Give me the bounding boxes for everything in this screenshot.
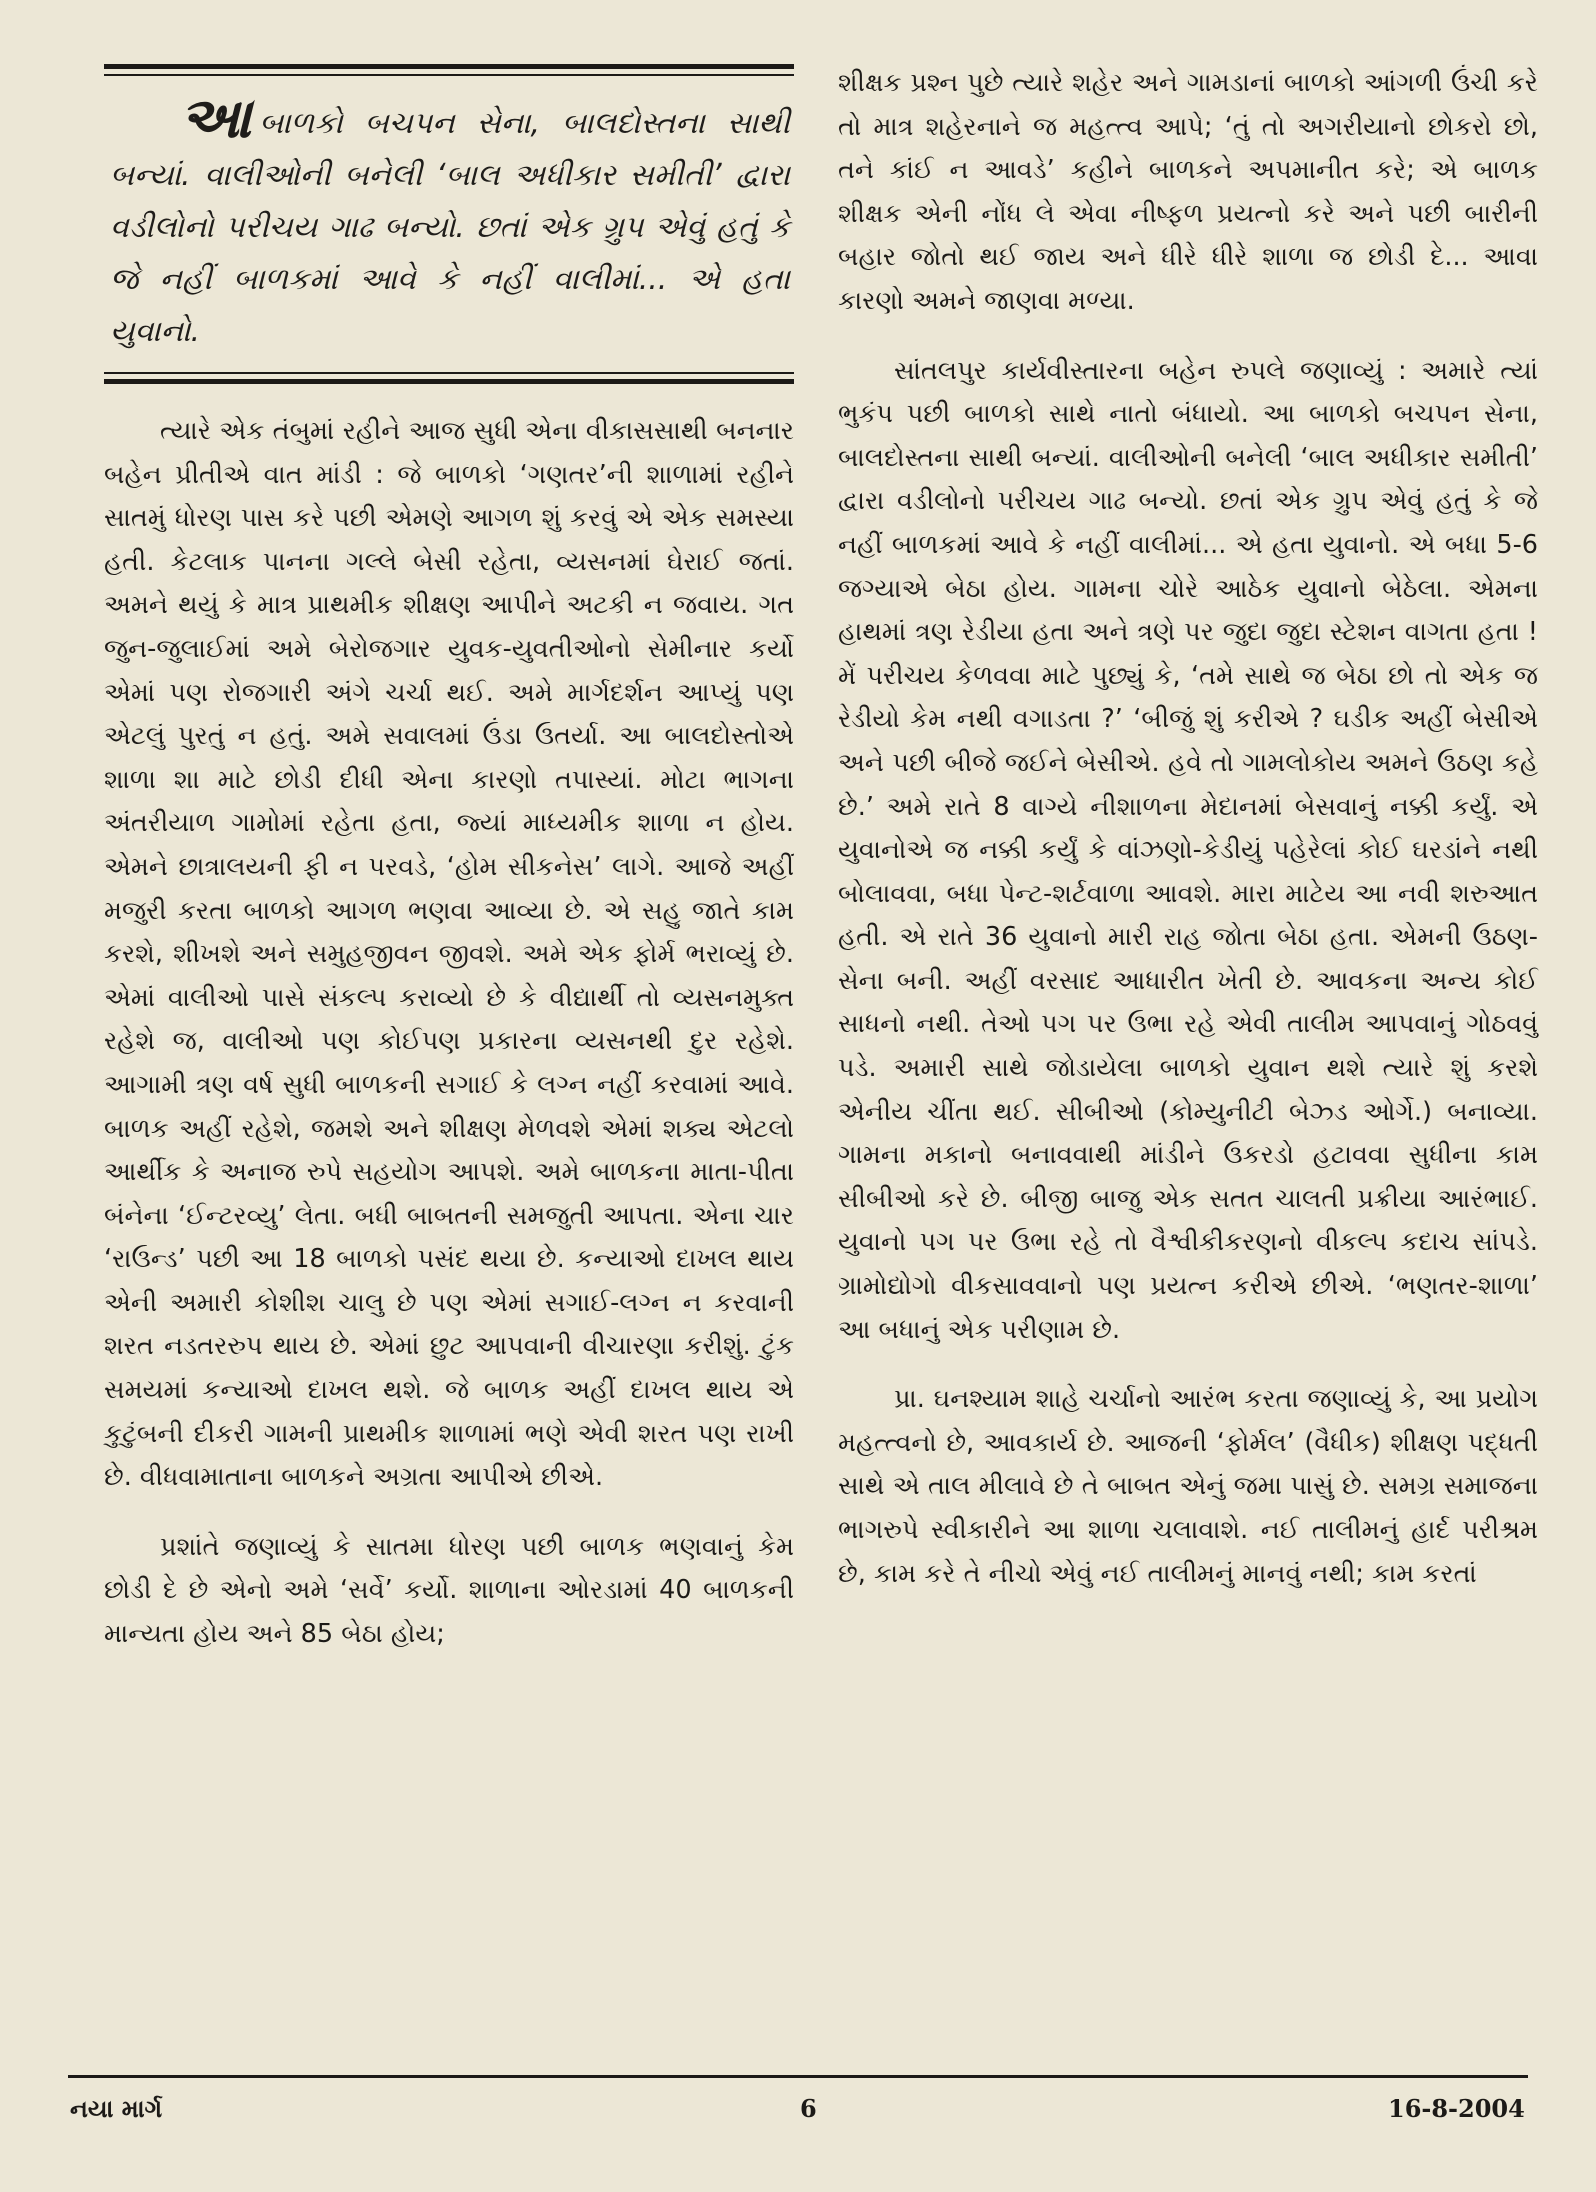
footer-page-number: 6 bbox=[800, 2094, 817, 2123]
right-column-body bbox=[838, 62, 1538, 1596]
footer-publication-name: નયા માર્ગ bbox=[70, 2094, 163, 2123]
right-paragraph-2: સાંતલપુર કાર્યવીસ્તારના બહેન રુપલે જણાવ્યું : અમારે ત્યાં ભુકંપ પછી બાળકો સાથે નાતો બંધાયો. આ બાળકો બચપન સેના, બાલદોસ્તના સાથી બન્યાં. વાલીઓની બનેલી ‘બાલ અધીકાર સમીતી’ દ્વારા વડીલોનો પરીચય ગાઢ બન્યો. છતાં એક ગ્રુપ એવું હતું કે જે નહીં બાળકમાં આવે કે નહીં વાલીમાં... એ હતા યુવાનો. એ બધા 5-6 જગ્યાએ બેઠા હોય. ગામના ચોરે આઠેક યુવાનો બેઠેલા. એમના હાથમાં ત્રણ રેડીયા હતા અને ત્રણે પર જુદા જુદા સ્ટેશન વાગતા હતા ! મેં પરીચય કેળવવા માટે પુછ્યું કે, ‘તમે સાથે જ બેઠા છો તો એક જ રેડીયો કેમ નથી વગાડતા ?’ ‘બીજું શું કરીએ ? ઘડીક અહીં બેસીએ અને પછી બીજે જઈને બેસીએ. હવે તો ગામલોકોય અમને ઉઠણ કહે છે.’ અમે રાતે 8 વાગ્યે નીશાળના મેદાનમાં બેસવાનું નક્કી કર્યું. એ યુવાનોએ જ નક્કી કર્યું કે વાંઝણો-કેડીયું પહેરેલાં કોઈ ઘરડાંને નથી બોલાવવા, બધા પેન્ટ-શર્ટવાળા આવશે. મારા માટેય આ નવી શરુઆત હતી. એ રાતે 36 યુવાનો મારી રાહ જોતા બેઠા હતા. એમની ઉઠણ-સેના બની. અહીં વરસાદ આધારીત ખેતી છે. આવકના અન્ય કોઈ સાધનો નથી. તેઓ પગ પર ઉભા રહે એવી તાલીમ આપવાનું ગોઠવવું પડે. અમારી સાથે જોડાયેલા બાળકો યુવાન થશે ત્યારે શું કરશે એનીય ચીંતા થઈ. સીબીઓ (કોમ્યુનીટી બેઝ્ડ ઓર્ગે.) બનાવ્યા. ગામના મકાનો બનાવવાથી માંડીને ઉકરડો હટાવવા સુધીના કામ સીબીઓ કરે છે. બીજી બાજુ એક સતત ચાલતી પ્રક્રીયા આરંભાઈ. યુવાનો પગ પર ઉભા રહે તો વૈશ્વીકીકરણનો વીકલ્પ કદાચ સાંપડે. ગ્રામોદ્યોગો વીકસાવવાનો પણ પ્રયત્ન કરીએ છીએ. ‘ભણતર-શાળા’ આ બધાનું એક પરીણામ છે. bbox=[838, 355, 1538, 1345]
pullquote-top-rules bbox=[104, 64, 794, 76]
pullquote-bottom-rules bbox=[104, 372, 794, 384]
left-column-body bbox=[104, 410, 794, 1657]
pullquote-top-thick-rule bbox=[104, 64, 794, 69]
footer-date: 16-8-2004 bbox=[1388, 2094, 1525, 2123]
pullquote bbox=[110, 86, 790, 358]
footer-rule bbox=[68, 2075, 1528, 2078]
right-paragraph-continued: શીક્ષક પ્રશ્ન પુછે ત્યારે શહેર અને ગામડાનાં બાળકો આંગળી ઉંચી કરે તો માત્ર શહેરનાને જ મહત્ત્વ આપે; ‘તું તો અગરીયાનો છોકરો છો, તને કાંઈ ન આવડે’ કહીને બાળકને અપમાનીત કરે; એ બાળક શીક્ષક એની નોંધ લે એવા નીષ્ફળ પ્રયત્નો કરે અને પછી બારીની બહાર જોતો થઈ જાય અને ધીરે ધીરે શાળા જ છોડી દે... આવા કારણો અમને જાણવા મળ્યા. bbox=[838, 68, 1538, 316]
pullquote-bottom-thin-rule bbox=[104, 372, 794, 374]
pullquote-dropcap: આ bbox=[180, 86, 252, 151]
left-paragraph-1: ત્યારે એક તંબુમાં રહીને આજ સુધી એના વીકાસસાથી બનનાર બહેન પ્રીતીએ વાત માંડી : જે બાળકો ‘ગણતર’ની શાળામાં રહીને સાતમું ધોરણ પાસ કરે પછી એમણે આગળ શું કરવું એ એક સમસ્યા હતી. કેટલાક પાનના ગલ્લે બેસી રહેતા, વ્યસનમાં ઘેરાઈ જતાં. અમને થયું કે માત્ર પ્રાથમીક શીક્ષણ આપીને અટકી ન જવાય. ગત જુન-જુલાઈમાં અમે બેરોજગાર યુવક-યુવતીઓનો સેમીનાર કર્યો એમાં પણ રોજગારી અંગે ચર્ચા થઈ. અમે માર્ગદર્શન આપ્યું પણ એટલું પુરતું ન હતું. અમે સવાલમાં ઉંડા ઉતર્યા. આ બાલદોસ્તોએ શાળા શા માટે છોડી દીધી એના કારણો તપાસ્યાં. મોટા ભાગના અંતરીયાળ ગામોમાં રહેતા હતા, જ્યાં માધ્યમીક શાળા ન હોય. એમને છાત્રાલયની ફી ન પરવડે, ‘હોમ સીકનેસ’ લાગે. આજે અહીં મજુરી કરતા બાળકો આગળ ભણવા આવ્યા છે. એ સહુ જાતે કામ કરશે, શીખશે અને સમુહજીવન જીવશે. અમે એક ફોર્મ ભરાવ્યું છે. એમાં વાલીઓ પાસે સંકલ્પ કરાવ્યો છે કે વીદ્યાર્થી તો વ્યસનમુક્ત રહેશે જ, વાલીઓ પણ કોઈપણ પ્રકારના વ્યસનથી દુર રહેશે. આગામી ત્રણ વર્ષ સુધી બાળકની સગાઈ કે લગ્ન નહીં કરવામાં આવે. બાળક અહીં રહેશે, જમશે અને શીક્ષણ મેળવશે એમાં શક્ય એટલો આર્થીક કે અનાજ રુપે સહયોગ આપશે. અમે બાળકના માતા-પીતા બંનેના ‘ઈન્ટરવ્યુ’ લેતા. બધી બાબતની સમજુતી આપતા. એના ચાર ‘રાઉન્ડ’ પછી આ 18 બાળકો પસંદ થયા છે. કન્યાઓ દાખલ થાય એની અમારી કોશીશ ચાલુ છે પણ એમાં સગાઈ-લગ્ન ન કરવાની શરત નડતરરુપ થાય છે. એમાં છુટ આપવાની વીચારણા કરીશું. ટુંક સમયમાં કન્યાઓ દાખલ થશે. જે બાળક અહીં દાખલ થાય એ કુટુંબની દીકરી ગામની પ્રાથમીક શાળામાં ભણે એવી શરત પણ રાખી છે. વીધવામાતાના બાળકને અગ્રતા આપીએ છીએ. bbox=[104, 416, 794, 1493]
right-paragraph-3: પ્રા. ઘનશ્યામ શાહે ચર્ચાનો આરંભ કરતા જણાવ્યું કે, આ પ્રયોગ મહત્ત્વનો છે, આવકાર્ય છે. આજની ‘ફોર્મલ’ (વૈધીક) શીક્ષણ પદ્ધતી સાથે એ તાલ મીલાવે છે તે બાબત એનું જમા પાસું છે. સમગ્ર સમાજના ભાગરુપે સ્વીકારીને આ શાળા ચલાવાશે. નઈ તાલીમનું હાર્દ પરીશ્રમ છે, કામ કરે તે નીચો એવું નઈ તાલીમનું માનવું નથી; કામ કરતાં bbox=[838, 1384, 1538, 1589]
pullquote-text: બાળકો બચપન સેના, બાલદોસ્તના સાથી બન્યાં. વાલીઓની બનેલી ‘બાલ અધીકાર સમીતી’ દ્વારા વડીલોનો પરીચય ગાઢ બન્યો. છતાં એક ગ્રુપ એવું હતું કે જે નહીં બાળકમાં આવે કે નહીં વાલીમાં... એ હતા યુવાનો. bbox=[110, 106, 790, 349]
pullquote-bottom-thick-rule bbox=[104, 379, 794, 384]
pullquote-top-thin-rule bbox=[104, 74, 794, 76]
left-paragraph-2: પ્રશાંતે જણાવ્યું કે સાતમા ધોરણ પછી બાળક ભણવાનું કેમ છોડી દે છે એનો અમે ‘સર્વે’ કર્યો. શાળાના ઓરડામાં 40 બાળકની માન્યતા હોય અને 85 બેઠા હોય; bbox=[104, 1531, 794, 1650]
